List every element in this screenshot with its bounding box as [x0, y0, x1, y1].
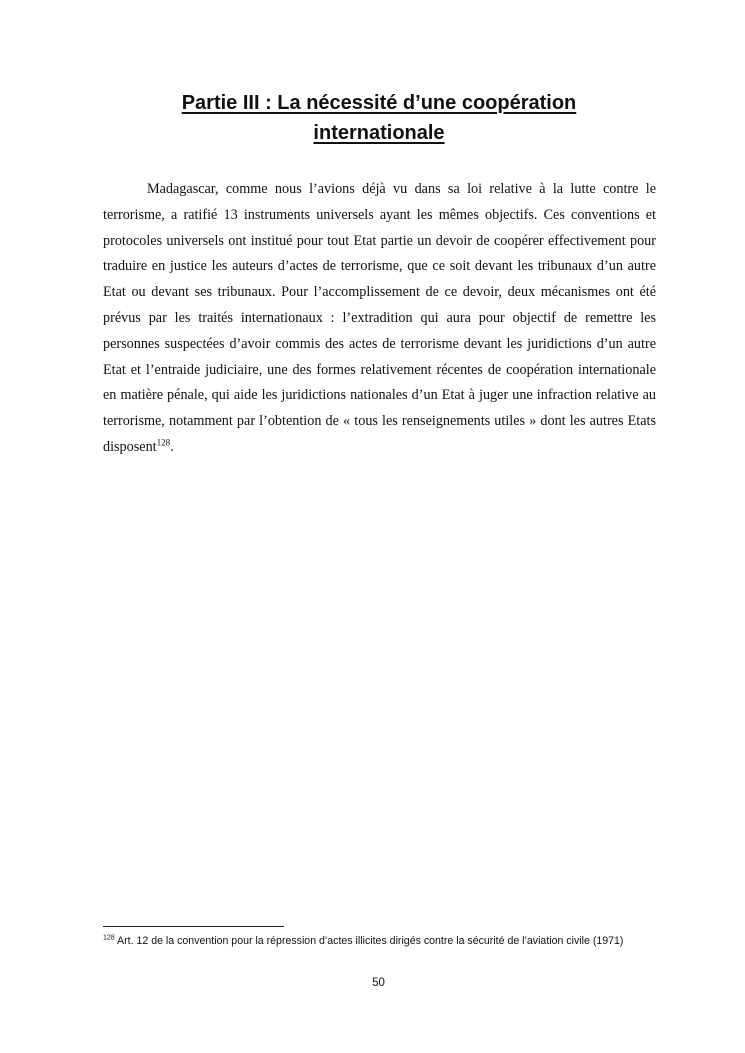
footnote-reference[interactable]: 128: [156, 437, 171, 448]
body-paragraph-end: .: [170, 438, 174, 455]
footnote-separator: [103, 926, 284, 927]
footnote: [103, 933, 656, 949]
footnote-text: Art. 12 de la convention pour la répression d’actes illicites dirigés contre la sécurité de l’aviation civile (1971): [114, 935, 624, 947]
footnote-number: 128: [103, 934, 115, 942]
body-paragraph-text: Madagascar, comme nous l’avions déjà vu dans sa loi relative à la lutte contre le terrorisme, a ratifié 13 instruments universels ayant les mêmes objectifs. Ces conventions et protocoles universels ont institué pour tout Etat partie un devoir de coopérer effectivement pour traduire en justice les auteurs d’actes de terrorisme, que ce soit devant les tribunaux d’un autre Etat ou devant ses tribunaux. Pour l’accomplissement de ce devoir, deux mécanismes ont été prévus par les traités internationaux : l’extradition qui aura pour objectif de remettre les personnes suspectées d’avoir commis des actes de terrorisme devant les juridictions d’un autre Etat et l’entraide judiciaire, une des formes relativement récentes de coopération internationale en matière pénale, qui aide les juridictions nationales d’un Etat à juger une infraction relative au terrorisme, notamment par l’obtention de « tous les renseignements utiles » dont les autres Etats disposent: [103, 181, 656, 455]
page-number: 50: [372, 977, 385, 989]
body-paragraph: [103, 177, 656, 461]
section-title: Partie III : La nécessité d’une coopération internationale: [181, 92, 577, 144]
